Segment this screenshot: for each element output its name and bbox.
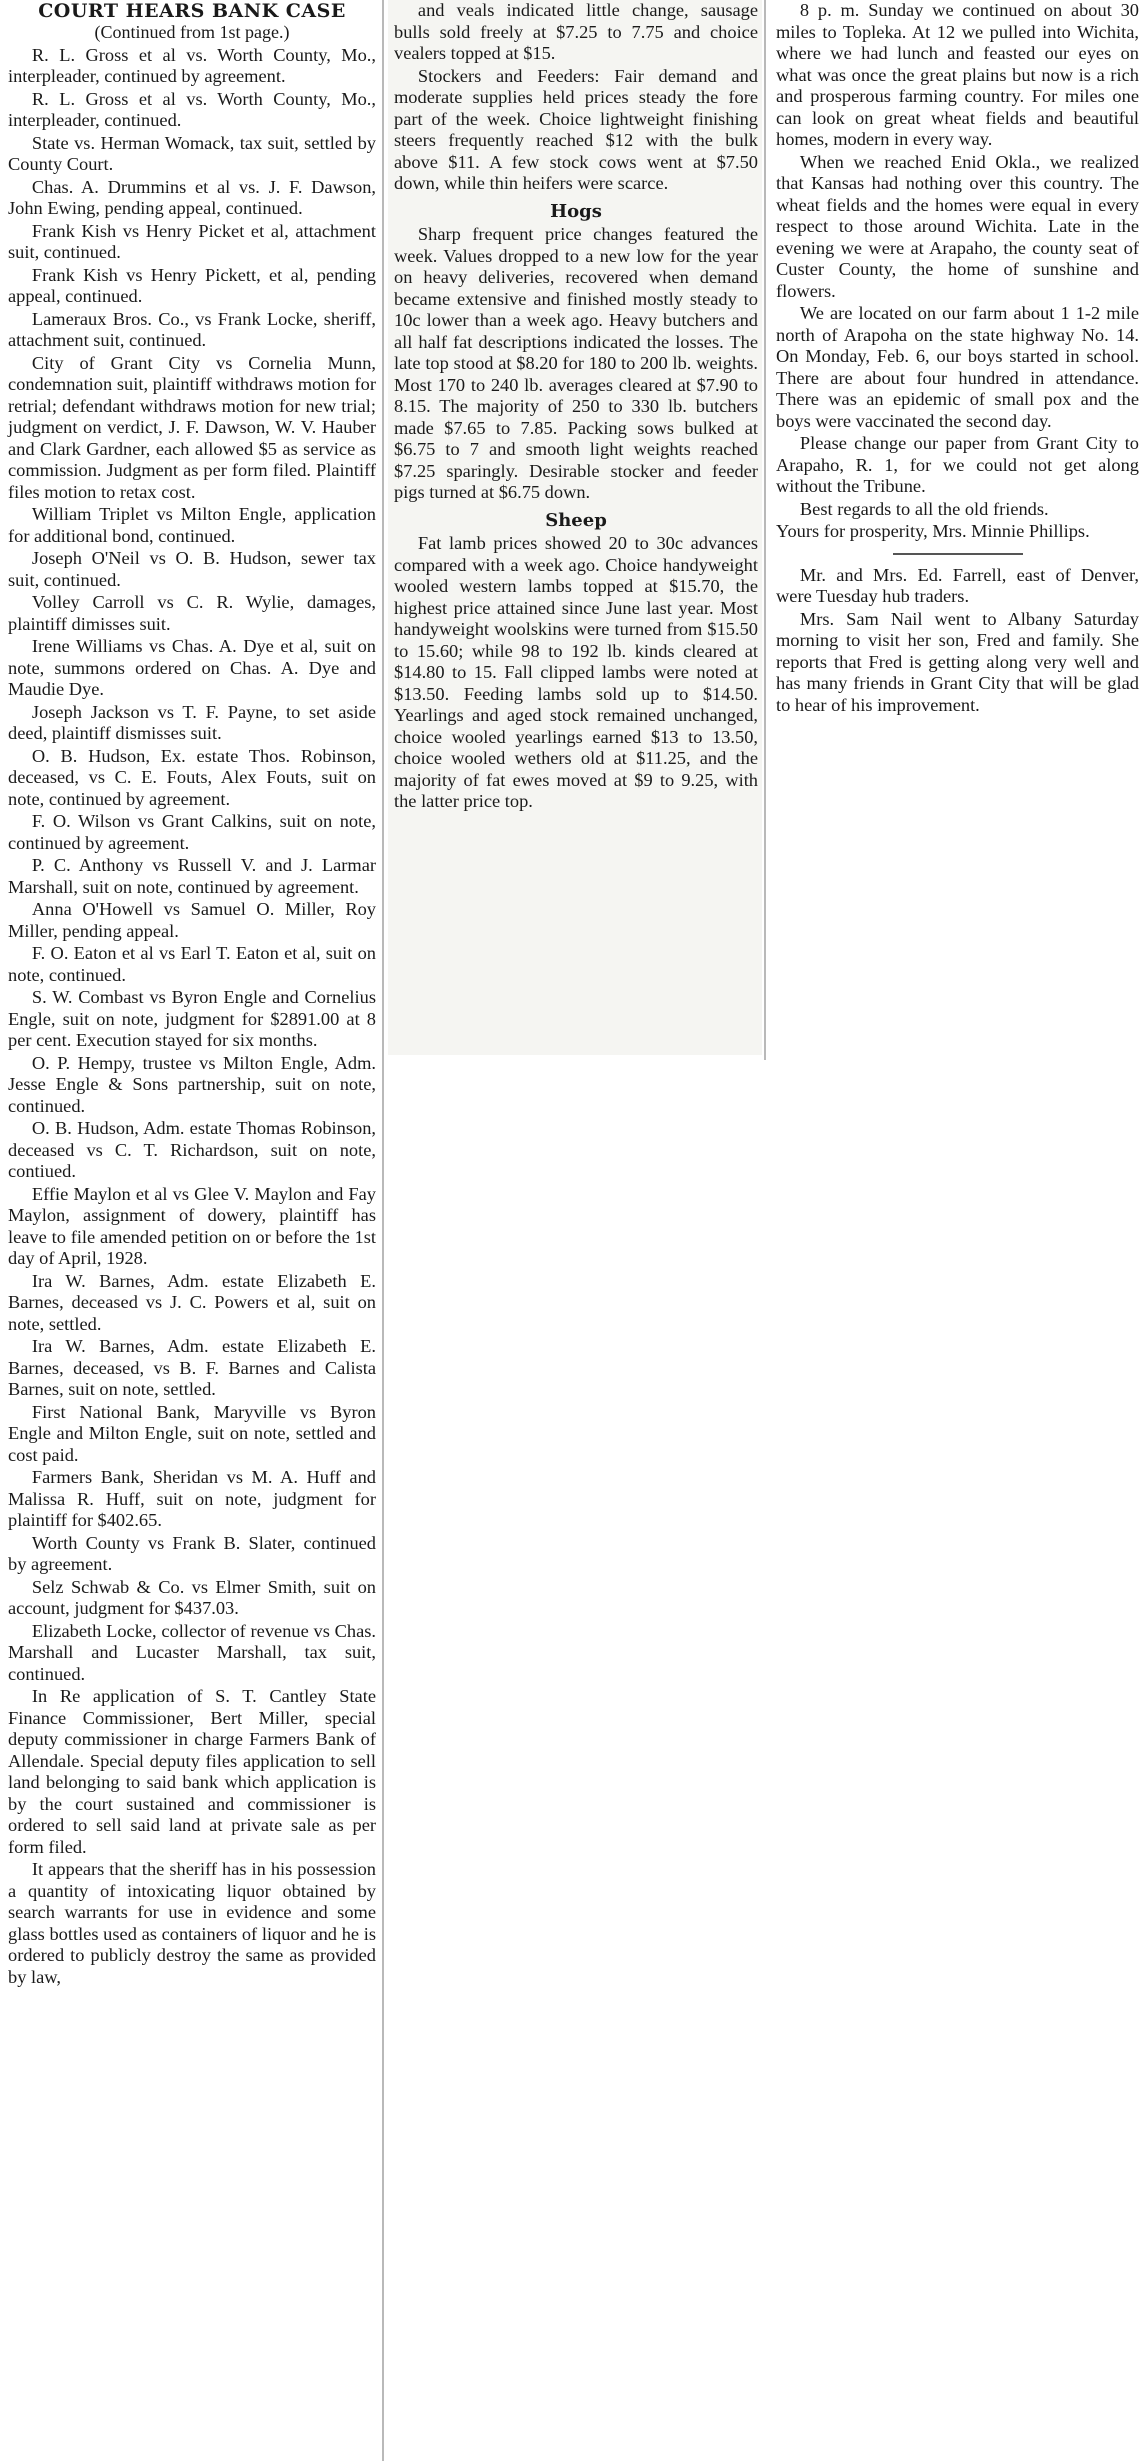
column-rule-left [382, 0, 384, 2461]
sheep-heading: Sheep [545, 509, 607, 531]
court-case-item: State vs. Herman Womack, tax suit, settled by County Court. [8, 132, 376, 174]
column-market-report [388, 0, 762, 1055]
court-case-item: In Re application of S. T. Cantley State Finance Commissioner, Bert Miller, special deputy commissioner in charge Farmers Bank of Allendale. Special deputy files application to sell land belonging to said bank which application is by the court sustained and commissioner is ordered to sell said land at private sale as per form filed. [8, 1686, 376, 1857]
court-case-item: S. W. Combast vs Byron Engle and Cornelius Engle, suit on note, judgment for $2891.00 at 8 per cent. Execution stayed for six months. [8, 987, 376, 1050]
court-case-item: It appears that the sheriff has in his possession a quantity of intoxicating liquor obtained by search warrants for use in evidence and some glass bottles used as containers of liquor and he is ordered to publicly destroy the same as provided by law, [8, 1859, 376, 1987]
letter-body [776, 0, 1139, 520]
court-case-item: O. B. Hudson, Adm. estate Thomas Robinson, deceased vs C. T. Richardson, suit on note, contiued. [8, 1118, 376, 1181]
letter-paragraph: 8 p. m. Sunday we continued on about 30 miles to Topleka. At 12 we pulled into Wichita, where we had lunch and feasted our eyes on what was once the great plains but now is a rich and prosperous farming country. For miles one can look on great wheat fields and beautiful homes, modern in every way. [776, 0, 1139, 149]
market-cattle-text [394, 0, 758, 195]
court-case-item: F. O. Wilson vs Grant Calkins, suit on note, continued by agreement. [8, 811, 376, 853]
market-paragraph: Stockers and Feeders: Fair demand and moderate supplies held prices steady the fore part of the week. Choice lightweight finishing steers frequently reached $12 with the bulk above $11. A few stock cows went at $7.50 down, while thin heifers were scarce. [394, 65, 758, 193]
court-case-item: Effie Maylon et al vs Glee V. Maylon and Fay Maylon, assignment of dowery, plaintiff has leave to file amended petition on or before the 1st day of April, 1928. [8, 1183, 376, 1268]
court-case-item: Farmers Bank, Sheridan vs M. A. Huff and Malissa R. Huff, suit on note, judgment for plaintiff for $402.65. [8, 1467, 376, 1530]
court-case-item: Anna O'Howell vs Samuel O. Miller, Roy Miller, pending appeal. [8, 899, 376, 941]
letter-paragraph: When we reached Enid Okla., we realized that Kansas had nothing over this country. The wheat fields and the homes were equal in every respect to those around Wichita. Late in the evening we were at Arapaho, the county seat of Custer County, the home of sunshine and flowers. [776, 151, 1139, 301]
letter-paragraph: Best regards to all the old friends. [799, 498, 1049, 519]
court-case-item: P. C. Anthony vs Russell V. and J. Larmar Marshall, suit on note, continued by agreement. [8, 855, 376, 897]
column-court-article [2, 0, 380, 1989]
market-paragraph: and veals indicated little change, sausage bulls sold freely at $7.25 to 7.75 and choice vealers topped at $15. [394, 0, 758, 63]
court-case-item: Lameraux Bros. Co., vs Frank Locke, sheriff, attachment suit, continued. [8, 308, 376, 350]
court-case-list [8, 45, 376, 1989]
column-letter-and-locals [770, 0, 1141, 717]
court-case-item: Elizabeth Locke, collector of revenue vs Chas. Marshall and Lucaster Marshall, tax suit, continued. [8, 1620, 376, 1684]
hogs-heading: Hogs [550, 200, 602, 222]
court-case-item: Joseph Jackson vs T. F. Payne, to set aside deed, plaintiff dismisses suit. [8, 701, 376, 743]
market-sheep-text [394, 533, 758, 813]
court-case-item: R. L. Gross et al vs. Worth County, Mo., interpleader, continued. [8, 88, 376, 130]
market-hogs-text [394, 224, 758, 504]
court-case-item: R. L. Gross et al vs. Worth County, Mo., interpleader, continued by agreement. [8, 44, 376, 86]
local-note: Mrs. Sam Nail went to Albany Saturday morning to visit her son, Fred and family. She reports that Fred is getting along very well and has many friends in Grant City that will be glad to hear of his improvement. [776, 608, 1139, 715]
court-case-item: O. P. Hempy, trustee vs Milton Engle, Adm. Jesse Engle & Sons partnership, suit on note, continued. [8, 1052, 376, 1116]
court-case-item: City of Grant City vs Cornelia Munn, condemnation suit, plaintiff withdraws motion for retrial; defendant withdraws motion for new trial; judgment on verdict, J. F. Dawson, W. V. Hauber and Clark Gardner, each allowed $5 as service as commission. Judgment as per form filed. Plaintiff files motion to retax cost. [8, 352, 376, 502]
column-rule-right [764, 0, 766, 1060]
court-case-item: Irene Williams vs Chas. A. Dye et al, suit on note, summons ordered on Chas. A. Dye and Maudie Dye. [8, 636, 376, 699]
court-case-item: Volley Carroll vs C. R. Wylie, damages, plaintiff dimisses suit. [8, 592, 376, 634]
separator-rule [893, 553, 1023, 555]
local-note: Mr. and Mrs. Ed. Farrell, east of Denver, were Tuesday hub traders. [776, 564, 1139, 606]
court-case-item: Selz Schwab & Co. vs Elmer Smith, suit on account, judgment for $437.03. [8, 1576, 376, 1618]
article-headline: COURT HEARS BANK CASE [38, 0, 346, 22]
court-case-item: William Triplet vs Milton Engle, application for additional bond, continued. [8, 504, 376, 546]
letter-signature: Yours for prosperity, Mrs. Minnie Phillips. [776, 521, 1090, 541]
court-case-item: First National Bank, Maryville vs Byron Engle and Milton Engle, suit on note, settled and cost paid. [8, 1401, 376, 1465]
hogs-paragraph: Sharp frequent price changes featured the week. Values dropped to a new low for the year on heavy deliveries, recovered when demand became extensive and finished mostly steady to 10c lower than a week ago. Heavy butchers and all half fat descriptions indicated the losses. The late top stood at $8.20 for 180 to 200 lb. weights. Most 170 to 240 lb. averages cleared at $7.90 to 8.15. The majority of 250 to 330 lb. butchers made $7.65 to 7.85. Packing sows bulked at $6.75 to 7 and smooth light weights reached $7.25 sparingly. Desirable stocker and feeder pigs turned at $6.75 down. [394, 224, 758, 502]
letter-paragraph: Please change our paper from Grant City to Arapaho, R. 1, for we could not get along without the Tribune. [776, 433, 1139, 496]
court-case-item: O. B. Hudson, Ex. estate Thos. Robinson, deceased, vs C. E. Fouts, Alex Fouts, suit on note, continued by agreement. [8, 745, 376, 809]
court-case-item: Joseph O'Neil vs O. B. Hudson, sewer tax suit, continued. [8, 548, 376, 590]
court-case-item: Frank Kish vs Henry Picket et al, attachment suit, continued. [8, 220, 376, 262]
sheep-paragraph: Fat lamb prices showed 20 to 30c advances compared with a week ago. Choice handyweight wooled western lambs topped at $15.70, the highest price attained since June last year. Most handyweight woolskins were turned from $15.50 to 15.60; while 98 to 192 lb. kinds cleared at $14.80 to 15. Fall clipped lambs were noted at $13.50. Feeding lambs sold up to $14.50. Yearlings and aged stock remained unchanged, choice wooled yearlings earned $13 to 13.50, choice wooled wethers old at $11.25, and the majority of fat ewes moved at $9 to 9.25, with the latter price top. [394, 533, 758, 811]
court-case-item: Frank Kish vs Henry Pickett, et al, pending appeal, continued. [8, 264, 376, 306]
court-case-item: F. O. Eaton et al vs Earl T. Eaton et al, suit on note, continued. [8, 943, 376, 985]
local-notes [776, 565, 1139, 717]
court-case-item: Worth County vs Frank B. Slater, continued by agreement. [8, 1532, 376, 1574]
court-case-item: Chas. A. Drummins et al vs. J. F. Dawson, John Ewing, pending appeal, continued. [8, 176, 376, 218]
court-case-item: Ira W. Barnes, Adm. estate Elizabeth E. Barnes, deceased, vs B. F. Barnes and Calista Barnes, suit on note, settled. [8, 1336, 376, 1399]
court-case-item: Ira W. Barnes, Adm. estate Elizabeth E. Barnes, deceased vs J. C. Powers et al, suit on note, settled. [8, 1270, 376, 1334]
article-subhead: (Continued from 1st page.) [94, 22, 290, 42]
letter-paragraph: We are located on our farm about 1 1-2 mile north of Arapoha on the state highway No. 14. On Monday, Feb. 6, our boys started in school. There are about four hundred in attendance. There was an epidemic of small pox and the boys were vaccinated the second day. [776, 303, 1139, 431]
